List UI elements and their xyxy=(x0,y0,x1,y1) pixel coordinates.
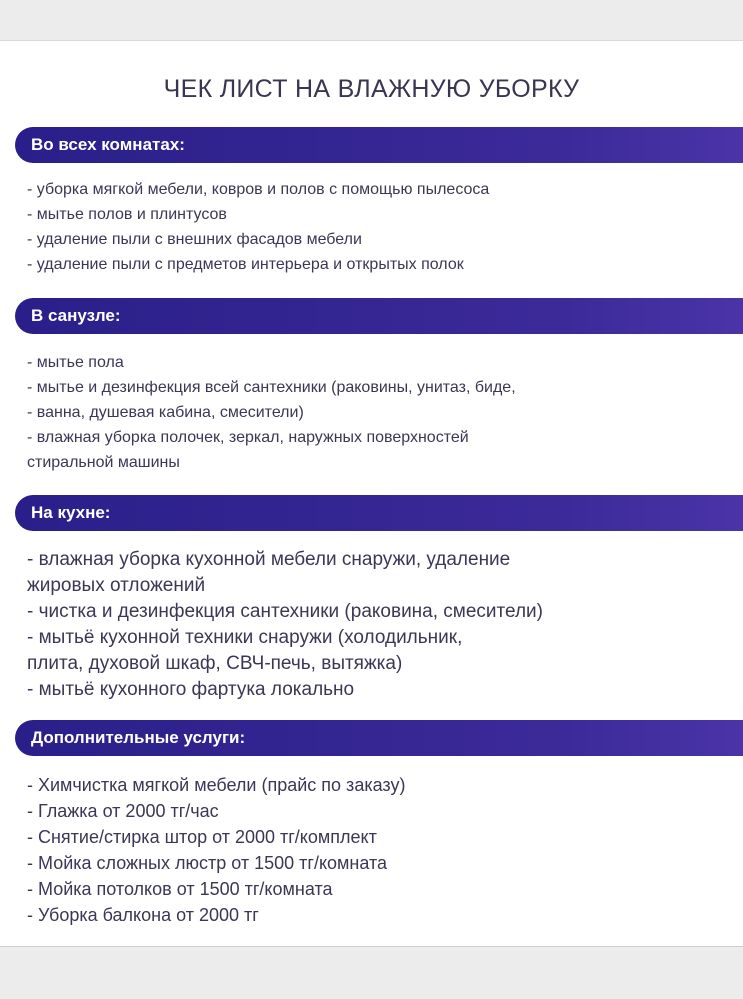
section-all-rooms xyxy=(15,127,743,277)
task-item: - влажная уборка кухонной мебели снаружи, удаление xyxy=(27,549,511,570)
task-item: - мытье полов и плинтусов xyxy=(27,206,227,223)
service-item: - Снятие/стирка штор от 2000 тг/комплект xyxy=(27,827,377,847)
task-item: - влажная уборка полочек, зеркал, наружных поверхностей xyxy=(27,429,469,446)
section-heading-bathroom: В санузле: xyxy=(15,298,743,334)
task-list-extra-services xyxy=(15,772,743,928)
task-item: - мытье пола xyxy=(27,354,124,371)
checklist-sheet xyxy=(0,40,743,947)
task-item: - ванна, душевая кабина, смесители) xyxy=(27,404,304,421)
section-extra-services xyxy=(15,720,743,928)
service-item: - Химчистка мягкой мебели (прайс по заказу) xyxy=(27,775,406,795)
task-item: - мытьё кухонной техники снаружи (холодильник, xyxy=(27,627,463,648)
task-item: - удаление пыли с предметов интерьера и открытых полок xyxy=(27,256,464,273)
service-item: - Уборка балкона от 2000 тг xyxy=(27,905,259,925)
service-item: - Глажка от 2000 тг/час xyxy=(27,801,219,821)
task-item: - мытьё кухонного фартука локально xyxy=(27,679,355,700)
section-bathroom xyxy=(15,298,743,475)
task-item: стиральной машины xyxy=(27,454,180,471)
task-item: плита, духовой шкаф, СВЧ-печь, вытяжка) xyxy=(27,653,403,674)
task-item: - чистка и дезинфекция сантехники (раковина, смесители) xyxy=(27,601,543,622)
task-item: жировых отложений xyxy=(27,575,206,596)
service-item: - Мойка сложных люстр от 1500 тг/комната xyxy=(27,853,388,873)
section-heading-kitchen: На кухне: xyxy=(15,495,743,531)
task-list-all-rooms xyxy=(15,177,743,277)
section-kitchen xyxy=(15,495,743,703)
task-item: - уборка мягкой мебели, ковров и полов с помощью пылесоса xyxy=(27,181,490,198)
task-item: - мытье и дезинфекция всей сантехники (раковины, унитаз, биде, xyxy=(27,379,516,396)
task-list-kitchen xyxy=(15,547,743,703)
service-item: - Мойка потолков от 1500 тг/комната xyxy=(27,879,333,899)
task-list-bathroom xyxy=(15,350,743,475)
task-item: - удаление пыли с внешних фасадов мебели xyxy=(27,231,362,248)
section-heading-all-rooms: Во всех комнатах: xyxy=(15,127,743,163)
page-title: ЧЕК ЛИСТ НА ВЛАЖНУЮ УБОРКУ xyxy=(163,75,580,103)
section-heading-extra-services: Дополнительные услуги: xyxy=(15,720,743,756)
